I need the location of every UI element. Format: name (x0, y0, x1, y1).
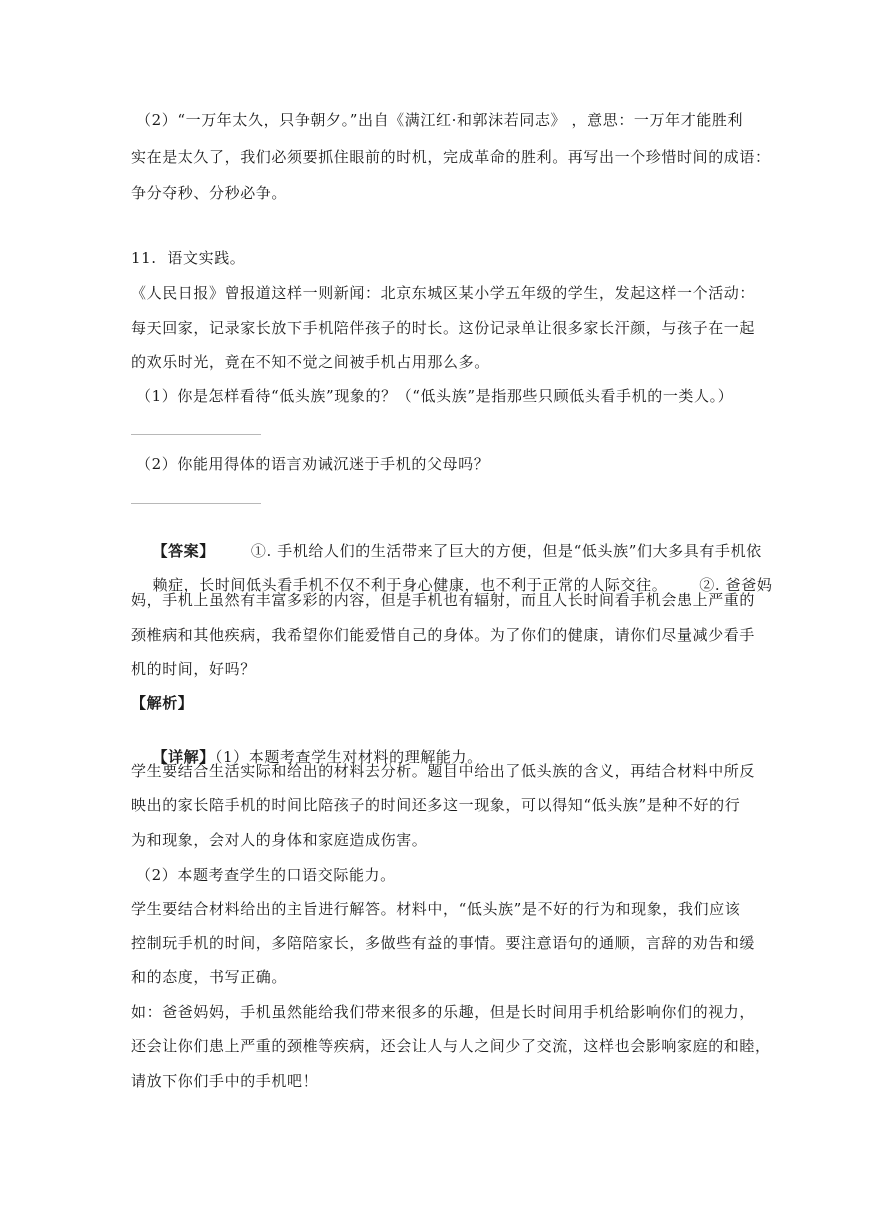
detail-example-line-2: 还会让你们患上严重的颈椎等疾病，还会让人与人之间少了交流，这样也会影响家庭的和睦， (131, 1037, 771, 1055)
answer-text-2b: ②. 爸爸妈 (699, 576, 773, 594)
detail-p1-line-3: 为和现象，会对人的身体和家庭造成伤害。 (131, 831, 428, 849)
detail-label: 【详解】 (152, 748, 215, 766)
detail-p2-line-3: 和的态度，书写正确。 (131, 968, 288, 986)
answer-line-5: 机的时间，好吗？ (131, 660, 256, 678)
detail-p1-line-2: 映出的家长陪手机的时间比陪孩子的时间还多这一现象，可以得知“低头族”是种不好的行 (131, 796, 741, 814)
q11-passage-line-2: 每天回家，记录家长放下手机陪伴孩子的时长。这份记录单让很多家长汗颜，与孩子在一起 (131, 319, 756, 337)
analysis-label: 【解析】 (131, 694, 194, 712)
question-11-title: 11. 语文实践。 (131, 249, 246, 267)
detail-example-line-3: 请放下你们手中的手机吧！ (131, 1072, 319, 1090)
detail-p2-line-2: 控制玩手机的时间，多陪陪家长，多做些有益的事情。要注意语句的通顺，言辞的劝告和缓 (131, 934, 756, 952)
prev-q2-line-2: 实在是太久了，我们必须要抓住眼前的时机，完成革命的胜利。再写出一个珍惜时间的成语： (131, 148, 771, 166)
answer-text-1: ①. 手机给人们的生活带来了巨大的方便，但是“低头族”们大多具有手机依 (250, 542, 762, 560)
answer-line-3: 妈，手机上虽然有丰富多彩的内容，但是手机也有辐射，而且人长时间看手机会患上严重的 (131, 591, 756, 609)
answer-label: 【答案】 (152, 542, 215, 560)
prev-q2-line-3: 争分夺秒、分秒必争。 (131, 184, 288, 202)
prev-q2-line-1: （2）“一万年太久，只争朝夕。”出自《满江红·和郭沫若同志》 ，意思：一万年才能胜利 (136, 111, 744, 129)
q11-passage-line-3: 的欢乐时光，竟在不知不觉之间被手机占用那么多。 (131, 353, 490, 371)
q11-passage-line-1: 《人民日报》曾报道这样一则新闻：北京东城区某小学五年级的学生，发起这样一个活动： (131, 284, 756, 302)
answer-text-2: 赖症，长时间低头看手机不仅不利于身心健康，也不利于正常的人际交往。 (152, 576, 668, 594)
detail-p2-head: （2）本题考查学生的口语交际能力。 (136, 866, 396, 884)
answer-blank-line-1 (131, 434, 261, 435)
detail-p1-head: （1）本题考查学生对材料的理解能力。 (214, 748, 483, 766)
q11-sub-question-1: （1）你是怎样看待“低头族”现象的？（“低头族”是指那些只顾低头看手机的一类人。） (136, 387, 734, 405)
q11-sub-question-2: （2）你能用得体的语言劝诫沉迷于手机的父母吗？ (136, 455, 490, 473)
answer-blank-line-2 (131, 503, 261, 504)
answer-line-4: 颈椎病和其他疾病，我希望你们能爱惜自己的身体。为了你们的健康，请你们尽量减少看手 (131, 626, 756, 644)
detail-p1-line-1: 学生要结合生活实际和给出的材料去分析。题目中给出了低头族的含义，再结合材料中所反 (131, 762, 756, 780)
detail-example-line-1: 如：爸爸妈妈，手机虽然能给我们带来很多的乐趣，但是长时间用手机给影响你们的视力， (131, 1003, 756, 1021)
detail-p2-line-1: 学生要结合材料给出的主旨进行解答。材料中，“低头族”是不好的行为和现象，我们应该 (131, 900, 741, 918)
